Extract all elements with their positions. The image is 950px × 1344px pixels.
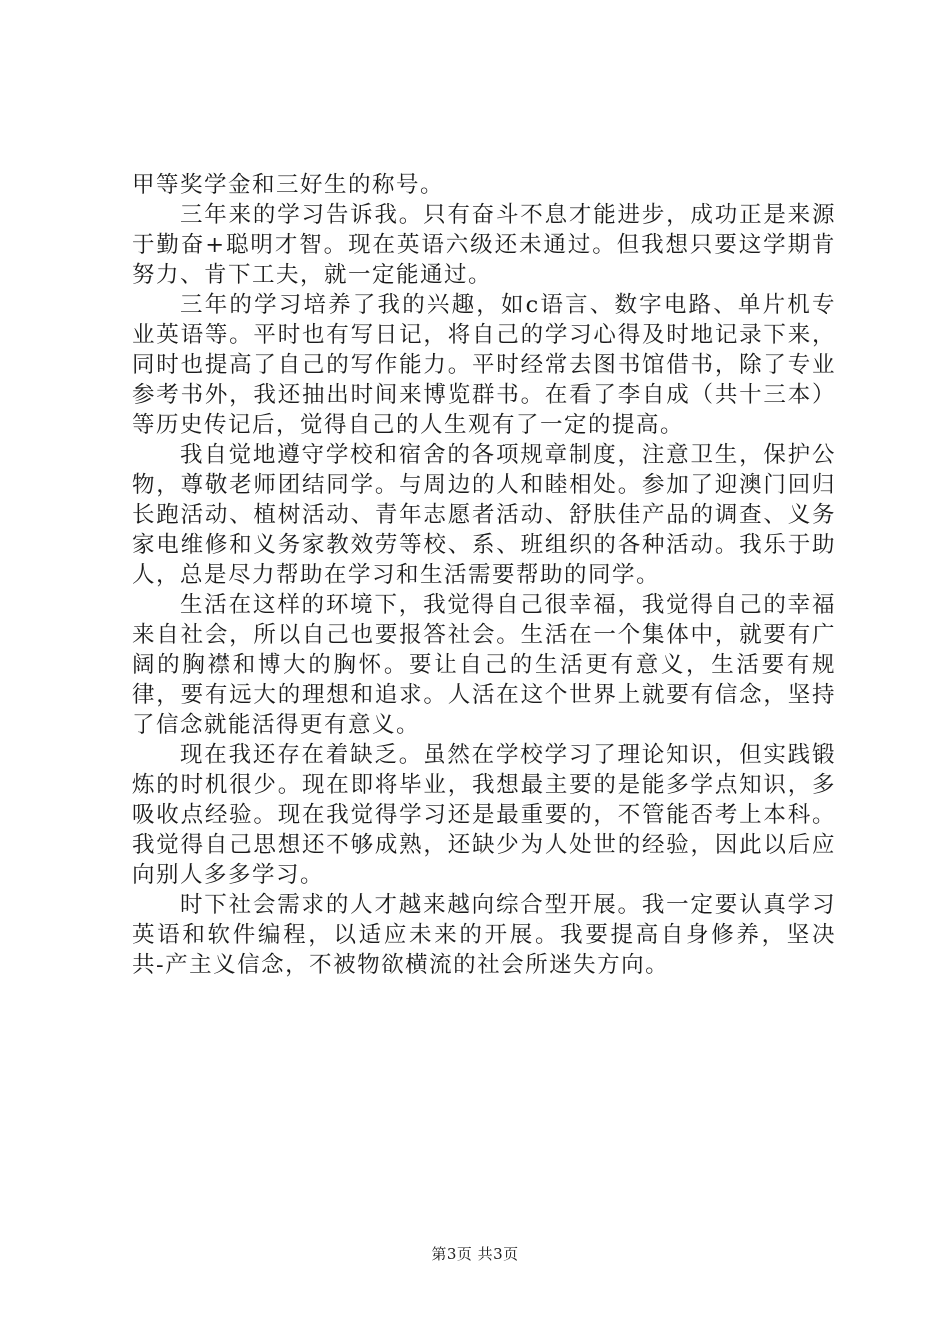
paragraph-continuation: 甲等奖学金和三好生的称号。 — [132, 172, 445, 198]
paragraph-interests: 三年的学习培养了我的兴趣，如c语言、数字电路、单片机专业英语等。平时也有写日记，将自己的学习心得及时地记录下来，同时也提高了自己的写作能力。平时经常去图书馆借书，除了专业参考书外，我还抽出时间来博览群书。在看了李自成（共十三本）等历史传记后，觉得自己的人生观有了一定的提高。 — [132, 292, 836, 438]
paragraph-future-goals: 时下社会需求的人才越来越向综合型开展。我一定要认真学习英语和软件编程，以适应未来的开展。我要提高自身修养，坚决共-产主义信念，不被物欲横流的社会所迷失方向。 — [132, 892, 836, 978]
paragraph-shortcomings: 现在我还存在着缺乏。虽然在学校学习了理论知识，但实践锻炼的时机很少。现在即将毕业，我想最主要的是能多学点知识，多吸收点经验。现在我觉得学习还是最重要的，不管能否考上本科。我觉得自己思想还不够成熟，还缺少为人处世的经验，因此以后应向别人多多学习。 — [132, 742, 836, 888]
page-number-footer: 第3页 共3页 — [431, 1245, 519, 1263]
paragraph-life-outlook: 生活在这样的环境下，我觉得自己很幸福，我觉得自己的幸福来自社会，所以自己也要报答社会。生活在一个集体中，就要有广阔的胸襟和博大的胸怀。要让自己的生活更有意义，生活要有规律，要有远大的理想和追求。人活在这个世界上就要有信念，坚持了信念就能活得更有意义。 — [132, 592, 836, 738]
paragraph-conduct-activities: 我自觉地遵守学校和宿舍的各项规章制度，注意卫生，保护公物，尊敬老师团结同学。与周边的人和睦相处。参加了迎澳门回归长跑活动、植树活动、青年志愿者活动、舒肤佳产品的调查、义务家电维修和义务家教效劳等校、系、班组织的各种活动。我乐于助人，总是尽力帮助在学习和生活需要帮助的同学。 — [132, 442, 836, 588]
paragraph-study-motivation: 三年来的学习告诉我。只有奋斗不息才能进步，成功正是来源于勤奋+聪明才智。现在英语六级还未通过。但我想只要这学期肯努力、肯下工夫，就一定能通过。 — [132, 202, 836, 288]
document-body — [132, 170, 836, 980]
